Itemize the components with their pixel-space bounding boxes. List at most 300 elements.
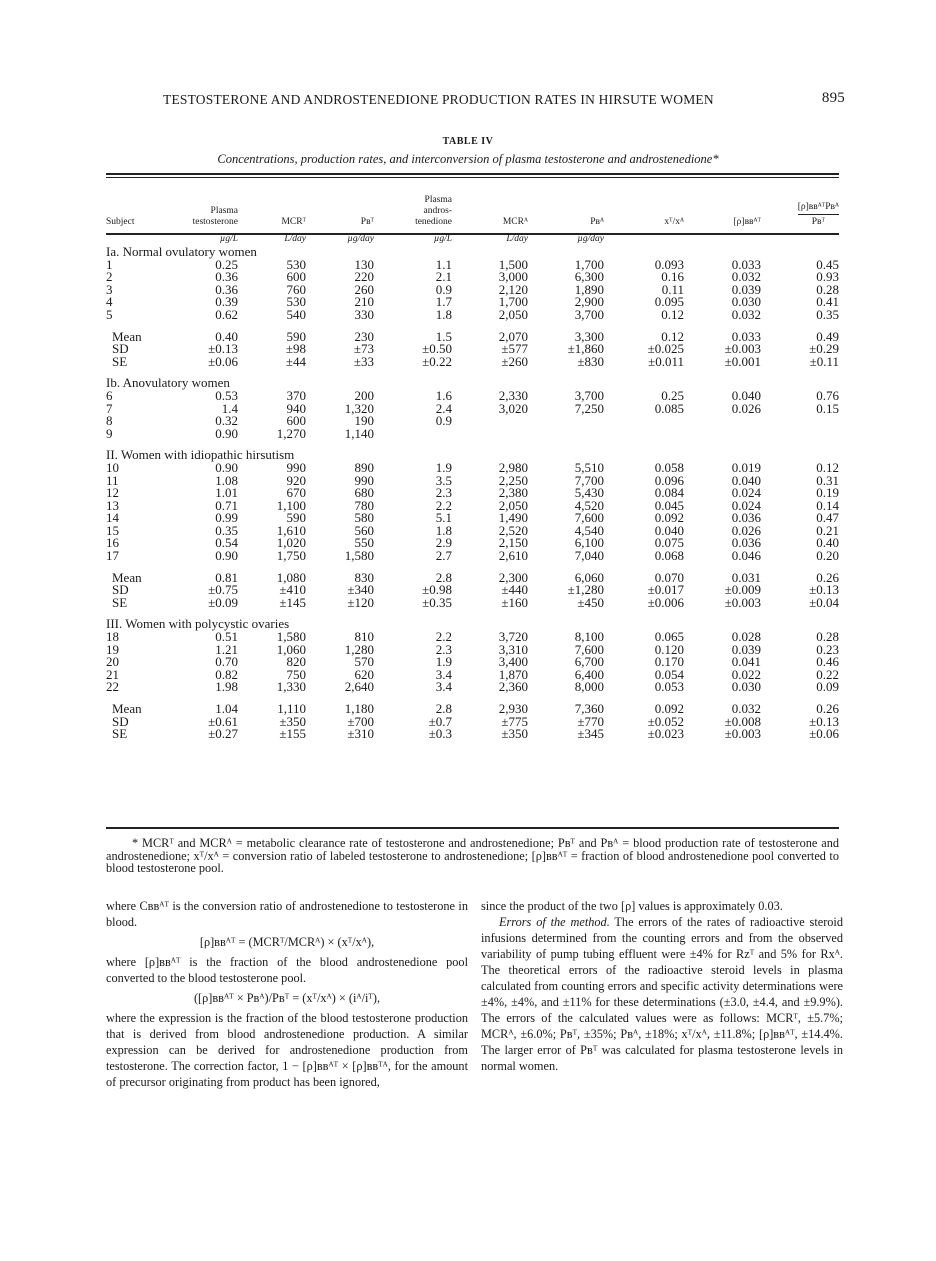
value-cell <box>604 415 684 428</box>
paragraph: where Cʙʙᴬᵀ is the conversion ratio of androstenedione to testosterone in blood. <box>106 899 468 929</box>
statistic-value: ±0.13 <box>809 713 839 729</box>
statistic-value: ±155 <box>279 726 306 742</box>
statistic-value: ±260 <box>501 353 528 369</box>
table-row <box>106 309 839 322</box>
value-cell: 7,250 <box>574 400 604 416</box>
value-cell: 220 <box>354 269 374 285</box>
value-cell <box>604 428 684 441</box>
value-cell: 0.23 <box>816 641 839 657</box>
subject-cell: 5 <box>106 306 113 322</box>
value-cell: 0.71 <box>215 497 238 513</box>
value-cell: 0.041 <box>731 654 761 670</box>
value-cell: 2,900 <box>574 294 604 310</box>
subject-cell: 20 <box>106 654 119 670</box>
body-column-left <box>106 898 468 1090</box>
value-cell: 0.170 <box>654 654 684 670</box>
value-cell: 3.4 <box>435 679 452 695</box>
statistic-value: ±33 <box>353 353 374 369</box>
column-header-line: [ρ]ʙʙᴬᵀ <box>733 217 761 227</box>
value-cell: 7,600 <box>574 510 604 526</box>
statistic-value: ±350 <box>279 713 306 729</box>
column-header <box>158 184 238 228</box>
value-cell: 0.046 <box>731 548 761 564</box>
value-cell: 0.19 <box>816 485 839 501</box>
column-header <box>374 184 452 228</box>
table-row <box>106 681 839 694</box>
value-cell: 0.35 <box>816 306 839 322</box>
value-cell: 0.036 <box>731 510 761 526</box>
statistic-value: ±0.7 <box>428 713 452 729</box>
value-cell: 0.39 <box>215 294 238 310</box>
column-header-line: Plasma <box>210 206 238 216</box>
value-cell: 0.09 <box>816 679 839 695</box>
statistic-value: 2,070 <box>498 328 528 344</box>
value-cell: 7,700 <box>574 472 604 488</box>
value-cell: 560 <box>354 522 374 538</box>
value-cell: 0.9 <box>435 413 452 429</box>
statistic-value: 0.26 <box>816 701 839 716</box>
value-cell: 6,300 <box>574 269 604 285</box>
section-paragraph <box>481 914 843 1074</box>
table-bottom-rule <box>106 827 839 829</box>
summary-row <box>106 728 839 741</box>
value-cell: 590 <box>286 510 306 526</box>
statistic-value: ±0.008 <box>724 713 761 729</box>
value-cell: 0.28 <box>816 629 839 645</box>
value-cell: 1.4 <box>221 400 238 416</box>
value-cell: 0.46 <box>816 654 839 670</box>
statistic-value: ±145 <box>279 594 306 610</box>
value-cell: 0.024 <box>731 485 761 501</box>
value-cell: 1,500 <box>498 256 528 272</box>
statistic-value: ±0.023 <box>647 726 684 742</box>
statistic-value: ±0.22 <box>422 353 452 369</box>
value-cell: 1.98 <box>215 679 238 695</box>
statistic-value: ±0.11 <box>809 353 839 369</box>
subject-cell: 18 <box>106 629 119 645</box>
value-cell <box>761 428 839 441</box>
value-cell: 0.54 <box>215 535 238 551</box>
unit-cell: µg/day <box>347 234 374 245</box>
value-cell: 2,330 <box>498 387 528 403</box>
value-cell: 540 <box>286 306 306 322</box>
value-cell: 8,000 <box>574 679 604 695</box>
statistic-value: ±340 <box>347 582 374 598</box>
value-cell: 7,040 <box>574 548 604 564</box>
statistic-value: ±0.98 <box>422 582 452 598</box>
value-cell: 2,640 <box>344 679 374 695</box>
statistic-label: Mean <box>112 701 142 716</box>
value-cell: 1,700 <box>498 294 528 310</box>
value-cell: 890 <box>354 459 374 475</box>
value-cell: 0.030 <box>731 294 761 310</box>
value-cell: 1.08 <box>215 472 238 488</box>
value-cell: 2,360 <box>498 679 528 695</box>
value-cell: 5,430 <box>574 485 604 501</box>
value-cell: 0.092 <box>654 510 684 526</box>
value-cell: 0.024 <box>731 497 761 513</box>
value-cell: 0.21 <box>816 522 839 538</box>
value-cell: 0.033 <box>731 256 761 272</box>
value-cell: 6,100 <box>574 535 604 551</box>
statistic-label: SD <box>112 713 129 729</box>
subject-cell: 16 <box>106 535 119 551</box>
value-cell: 0.25 <box>661 387 684 403</box>
value-cell: 0.41 <box>816 294 839 310</box>
statistic-value: ±700 <box>347 713 374 729</box>
value-cell: 0.068 <box>654 548 684 564</box>
subject-cell: 7 <box>106 400 113 416</box>
group-title: Ib. Anovulatory women <box>106 375 230 391</box>
value-cell: 0.90 <box>215 425 238 441</box>
table-label: TABLE IV <box>442 136 494 147</box>
value-cell: 1.01 <box>215 485 238 501</box>
value-cell: 0.53 <box>215 387 238 403</box>
column-header <box>761 184 839 228</box>
statistic-value: ±0.025 <box>647 341 684 357</box>
statistic-label: SD <box>112 341 129 357</box>
value-cell: 2,980 <box>498 459 528 475</box>
value-cell: 8,100 <box>574 629 604 645</box>
column-header-row <box>106 184 839 228</box>
statistic-value: 1.5 <box>435 328 452 344</box>
value-cell: 0.054 <box>654 666 684 682</box>
value-cell: 0.9 <box>435 281 452 297</box>
statistic-value: ±450 <box>577 594 604 610</box>
statistic-value: ±0.35 <box>422 594 452 610</box>
subject-cell: 21 <box>106 666 119 682</box>
value-cell: 0.040 <box>731 472 761 488</box>
value-cell: 0.039 <box>731 641 761 657</box>
column-header <box>238 184 306 228</box>
statistic-value: ±0.009 <box>724 582 761 598</box>
column-header-fraction <box>798 202 839 228</box>
value-cell: 200 <box>354 387 374 403</box>
value-cell: 2,150 <box>498 535 528 551</box>
table-caption: Concentrations, production rates, and interconversion of plasma testosterone and androstenedione* <box>217 152 719 166</box>
value-cell: 2.3 <box>435 485 452 501</box>
value-cell: 3,400 <box>498 654 528 670</box>
value-cell: 1.9 <box>435 459 452 475</box>
statistic-value: 590 <box>286 328 306 344</box>
statistic-value: 1.04 <box>215 701 238 716</box>
statistic-value: ±830 <box>577 353 604 369</box>
statistic-value: ±577 <box>501 341 528 357</box>
statistic-value: ±0.003 <box>724 341 761 357</box>
value-cell: 2,380 <box>498 485 528 501</box>
statistic-value: 1,080 <box>276 569 306 585</box>
value-cell: 0.036 <box>731 535 761 551</box>
value-cell: 2.7 <box>435 548 452 564</box>
value-cell: 670 <box>286 485 306 501</box>
statistic-value: ±0.75 <box>208 582 238 598</box>
column-header <box>452 184 528 228</box>
value-cell: 600 <box>286 269 306 285</box>
value-cell: 5.1 <box>435 510 452 526</box>
statistic-value: ±0.06 <box>809 726 839 742</box>
value-cell: 1.8 <box>435 306 452 322</box>
value-cell: 1,750 <box>276 548 306 564</box>
statistic-label: SE <box>112 594 128 610</box>
statistic-value: ±310 <box>347 726 374 742</box>
value-cell: 3.5 <box>435 472 452 488</box>
statistic-value: 0.49 <box>816 328 839 344</box>
value-cell: 0.99 <box>215 510 238 526</box>
subject-cell: 19 <box>106 641 119 657</box>
value-cell: 6,400 <box>574 666 604 682</box>
value-cell: 0.032 <box>731 269 761 285</box>
subject-cell: 13 <box>106 497 119 513</box>
statistic-value: ±0.017 <box>647 582 684 598</box>
statistic-value: ±0.3 <box>428 726 452 742</box>
value-cell: 0.36 <box>215 281 238 297</box>
value-cell: 3,020 <box>498 400 528 416</box>
value-cell: 1,270 <box>276 425 306 441</box>
statistic-label: Mean <box>112 569 142 585</box>
statistic-value: 0.12 <box>661 328 684 344</box>
value-cell: 0.045 <box>654 497 684 513</box>
column-header <box>106 184 158 228</box>
value-cell: 0.40 <box>816 535 839 551</box>
fraction-numerator: [ρ]ʙʙᴬᵀPʙᴬ <box>798 202 839 215</box>
value-cell: 190 <box>354 413 374 429</box>
statistic-value: 1,110 <box>277 701 306 716</box>
subject-cell: 14 <box>106 510 119 526</box>
column-header-line: testosterone <box>192 217 238 227</box>
value-cell: 0.90 <box>215 548 238 564</box>
value-cell: 0.022 <box>731 666 761 682</box>
value-cell: 0.31 <box>816 472 839 488</box>
unit-cell <box>604 228 684 246</box>
data-table <box>106 184 839 750</box>
statistic-value: 2,930 <box>498 701 528 716</box>
subject-cell: 2 <box>106 269 113 285</box>
value-cell: 1,490 <box>498 510 528 526</box>
statistic-value: ±350 <box>501 726 528 742</box>
value-cell: 990 <box>354 472 374 488</box>
value-cell: 0.053 <box>654 679 684 695</box>
value-cell <box>684 428 761 441</box>
value-cell: 1.1 <box>435 256 452 272</box>
value-cell: 550 <box>354 535 374 551</box>
value-cell: 1,330 <box>276 679 306 695</box>
value-cell <box>528 428 604 441</box>
value-cell: 0.70 <box>215 654 238 670</box>
value-cell: 2.2 <box>435 629 452 645</box>
value-cell <box>452 415 528 428</box>
statistic-value: ±0.13 <box>208 341 238 357</box>
unit-cell: µg/day <box>577 234 604 245</box>
value-cell: 1,890 <box>574 281 604 297</box>
running-head-title: TESTOSTERONE AND ANDROSTENEDIONE PRODUCTION RATES IN HIRSUTE WOMEN <box>163 92 714 107</box>
statistic-value: ±0.001 <box>724 353 761 369</box>
column-header-line: Plasma <box>424 195 452 205</box>
value-cell: 2,610 <box>498 548 528 564</box>
value-cell: 7,600 <box>574 641 604 657</box>
statistic-value: ±0.61 <box>208 713 238 729</box>
statistic-value: 3,300 <box>574 328 604 344</box>
statistic-value: ±0.29 <box>809 341 839 357</box>
statistic-label: Mean <box>112 328 142 344</box>
page-number: 895 <box>821 90 845 106</box>
value-cell: 0.25 <box>215 256 238 272</box>
value-cell: 3,000 <box>498 269 528 285</box>
subject-cell: 8 <box>106 413 113 429</box>
statistic-value: 0.070 <box>654 569 684 585</box>
statistic-value: 2.8 <box>435 569 452 585</box>
summary-row <box>106 597 839 610</box>
unit-cell <box>761 228 839 246</box>
unit-cell: L/day <box>284 234 306 245</box>
value-cell: 0.47 <box>816 510 839 526</box>
value-cell: 750 <box>286 666 306 682</box>
value-cell: 1.21 <box>215 641 238 657</box>
value-cell: 0.12 <box>661 306 684 322</box>
value-cell: 3,700 <box>574 387 604 403</box>
value-cell: 0.084 <box>654 485 684 501</box>
column-header-line: MCRᴬ <box>502 217 528 227</box>
value-cell: 0.065 <box>654 629 684 645</box>
value-cell: 920 <box>286 472 306 488</box>
table-top-rule-secondary <box>106 177 839 178</box>
column-header <box>604 184 684 228</box>
value-cell: 2,120 <box>498 281 528 297</box>
statistic-label: SD <box>112 582 129 598</box>
value-cell: 530 <box>286 256 306 272</box>
subject-cell: 3 <box>106 281 113 297</box>
statistic-value: ±0.003 <box>724 726 761 742</box>
column-header <box>306 184 374 228</box>
statistic-value: ±440 <box>501 582 528 598</box>
value-cell: 0.51 <box>215 629 238 645</box>
value-cell: 3.4 <box>435 666 452 682</box>
statistic-value: ±1,860 <box>567 341 604 357</box>
value-cell: 2.2 <box>435 497 452 513</box>
value-cell <box>374 428 452 441</box>
statistic-value: 230 <box>354 328 374 344</box>
statistic-value: 7,360 <box>574 701 604 716</box>
value-cell: 940 <box>286 400 306 416</box>
value-cell: 0.15 <box>816 400 839 416</box>
value-cell: 990 <box>286 459 306 475</box>
value-cell: 760 <box>286 281 306 297</box>
statistic-value: 0.031 <box>731 569 761 585</box>
value-cell: 0.040 <box>654 522 684 538</box>
paragraph: since the product of the two [ρ] values is approximately 0.03. <box>481 899 783 913</box>
value-cell <box>761 415 839 428</box>
row-spacer <box>106 741 839 750</box>
value-cell: 600 <box>286 413 306 429</box>
value-cell: 0.120 <box>654 641 684 657</box>
value-cell: 2,050 <box>498 306 528 322</box>
value-cell: 820 <box>286 654 306 670</box>
statistic-value: 0.26 <box>816 569 839 585</box>
value-cell: 1,580 <box>344 548 374 564</box>
value-cell: 0.20 <box>816 548 839 564</box>
value-cell: 0.093 <box>654 256 684 272</box>
column-header-line: andros- <box>423 206 452 216</box>
value-cell: 330 <box>354 306 374 322</box>
value-cell: 580 <box>354 510 374 526</box>
value-cell: 1,020 <box>276 535 306 551</box>
body-column-right <box>481 898 843 1074</box>
value-cell: 0.075 <box>654 535 684 551</box>
value-cell: 3,720 <box>498 629 528 645</box>
summary-row <box>106 356 839 369</box>
statistic-value: ±775 <box>501 713 528 729</box>
value-cell: 370 <box>286 387 306 403</box>
value-cell: 0.030 <box>731 679 761 695</box>
unit-cell: µg/L <box>219 234 238 245</box>
equation: [ρ]ʙʙᴬᵀ = (MCRᵀ/MCRᴬ) × (xᵀ/xᴬ), <box>199 935 375 949</box>
group-title: III. Women with polycystic ovaries <box>106 616 290 632</box>
value-cell: 680 <box>354 485 374 501</box>
group-title: Ia. Normal ovulatory women <box>106 244 257 259</box>
value-cell: 0.058 <box>654 459 684 475</box>
value-cell: 210 <box>354 294 374 310</box>
value-cell <box>528 415 604 428</box>
statistic-value: 2,300 <box>498 569 528 585</box>
statistic-value: 1,180 <box>344 701 374 716</box>
table-row <box>106 428 839 441</box>
unit-cell: µg/L <box>433 234 452 245</box>
statistic-value: ±770 <box>577 713 604 729</box>
statistic-value: ±73 <box>353 341 374 357</box>
value-cell: 2.3 <box>435 641 452 657</box>
statistic-value: ±410 <box>279 582 306 598</box>
statistic-value: 0.40 <box>215 328 238 344</box>
statistic-value: ±98 <box>285 341 306 357</box>
value-cell: 0.032 <box>731 306 761 322</box>
value-cell: 3,310 <box>498 641 528 657</box>
statistic-value: 6,060 <box>574 569 604 585</box>
value-cell: 4,520 <box>574 497 604 513</box>
fraction-denominator: Pʙᵀ <box>811 217 825 227</box>
unit-cell <box>684 228 761 246</box>
value-cell: 0.019 <box>731 459 761 475</box>
subject-cell: 15 <box>106 522 119 538</box>
value-cell: 0.11 <box>661 281 684 297</box>
statistic-label: SE <box>112 353 128 369</box>
statistic-value: ±44 <box>285 353 306 369</box>
value-cell: 1.7 <box>435 294 452 310</box>
subject-cell: 11 <box>106 472 119 488</box>
paragraph: where the expression is the fraction of the blood testosterone production that is derived from blood androstenedione production. A similar expression can be derived for androstenedione production from testosterone. The correction factor, 1 − [ρ]ʙʙᴬᵀ × [ρ]ʙʙᵀᴬ, for the amount of precursor originating from product has been ignored, <box>106 1011 468 1089</box>
value-cell: 0.76 <box>816 387 839 403</box>
value-cell: 0.14 <box>816 497 839 513</box>
subject-cell: 22 <box>106 679 119 695</box>
value-cell: 2.4 <box>435 400 452 416</box>
value-cell: 1,140 <box>344 425 374 441</box>
column-header-line: Pʙᴬ <box>590 217 604 227</box>
statistic-value: 830 <box>354 569 374 585</box>
statistic-value: 0.032 <box>731 701 761 716</box>
value-cell <box>684 415 761 428</box>
value-cell: 0.32 <box>215 413 238 429</box>
column-header <box>528 184 604 228</box>
statistic-value: ±0.13 <box>809 582 839 598</box>
statistic-value: ±0.50 <box>422 341 452 357</box>
statistic-value: ±0.011 <box>648 353 684 369</box>
value-cell: 2,520 <box>498 522 528 538</box>
value-cell: 0.028 <box>731 629 761 645</box>
value-cell: 530 <box>286 294 306 310</box>
value-cell: 1,610 <box>276 522 306 538</box>
value-cell: 0.93 <box>816 269 839 285</box>
subject-cell: 6 <box>106 387 113 403</box>
column-header-line: xᵀ/xᴬ <box>664 217 684 227</box>
value-cell: 810 <box>354 629 374 645</box>
